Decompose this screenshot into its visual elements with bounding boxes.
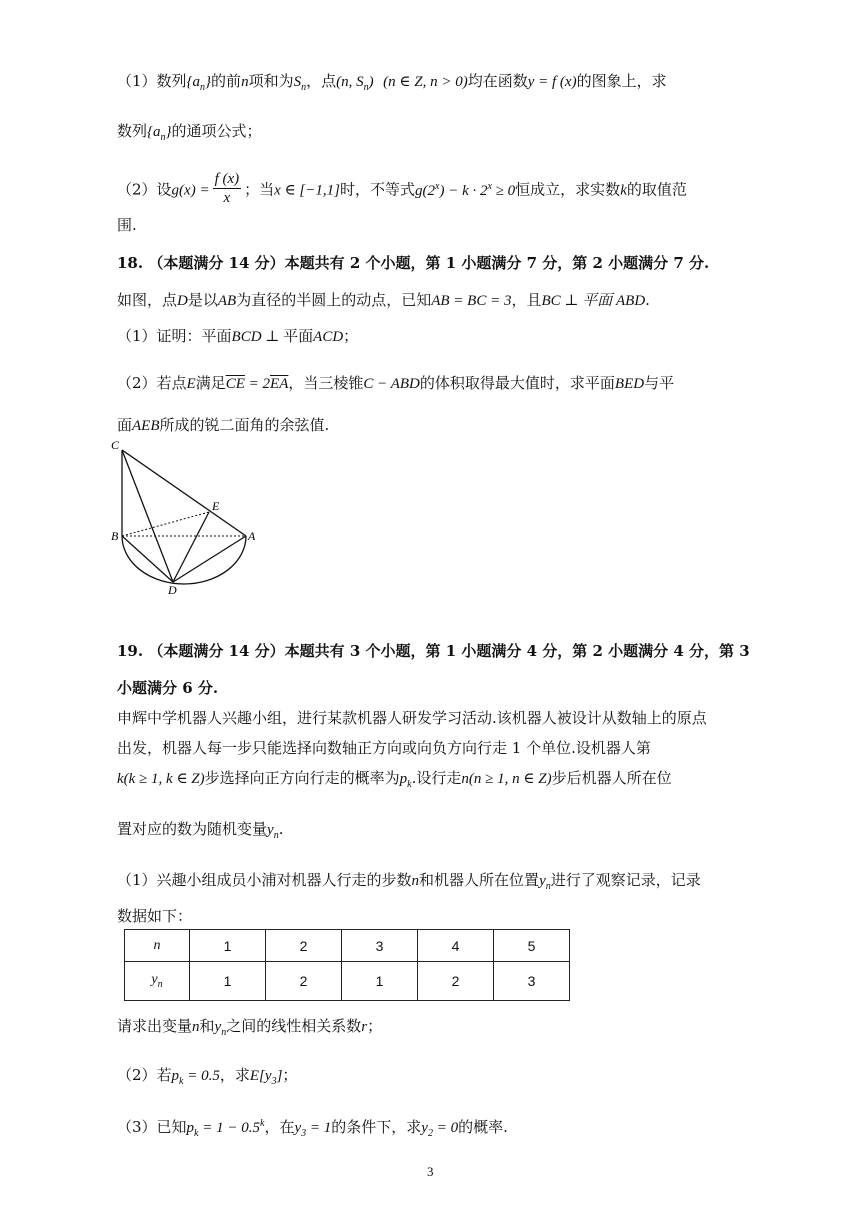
- text: 与平: [644, 374, 675, 392]
- edge-CD: [122, 450, 173, 582]
- q19-part2: [117, 1064, 297, 1087]
- math-cond: (n ∈ Z, n > 0): [383, 74, 468, 90]
- text: 满足: [195, 374, 226, 392]
- math-BED: BED: [614, 376, 645, 392]
- geometry-figure: [108, 436, 268, 598]
- table-cell: 1: [190, 930, 266, 962]
- text: 的体积取得最大值时，求平面: [419, 374, 615, 392]
- math-eq2: = 2: [244, 376, 271, 392]
- math-AEB: AEB: [132, 418, 160, 434]
- text: ；: [343, 327, 359, 345]
- page-number: 3: [427, 1164, 434, 1179]
- table-cell: 2: [266, 962, 342, 1001]
- label-B: B: [111, 529, 119, 543]
- math-ACD: ACD: [313, 329, 344, 345]
- math-point: (n, $S_n$): [336, 74, 374, 93]
- math-Ey3: $E[y_3]$: [249, 1068, 283, 1087]
- q19-intro-line3: [117, 767, 672, 790]
- table-row: [125, 962, 570, 1001]
- q18-part2-line2: [117, 414, 329, 435]
- frac-num: f (x): [214, 171, 240, 187]
- math-g: g(x) =: [171, 182, 210, 199]
- q19-part1-request: [117, 1015, 382, 1038]
- math-Sn: $S_n$: [293, 74, 307, 93]
- q17-part2-line2: 围.: [117, 216, 137, 234]
- text: 的概率.: [458, 1118, 508, 1136]
- text: 的图象上，求: [576, 72, 667, 90]
- text: ，点: [306, 72, 337, 90]
- edge-CA: [122, 450, 246, 536]
- math-D: D: [177, 293, 188, 309]
- text: 请求出变量: [117, 1017, 193, 1035]
- text: 和机器人所在位置: [419, 871, 540, 889]
- edge-BE-dashed: [122, 512, 209, 536]
- text: 的通项公式；: [171, 122, 262, 140]
- text: （1）数列: [117, 72, 187, 90]
- math-y3-eq: $y_3 = 1$: [294, 1120, 332, 1139]
- text: （2）若点: [117, 374, 187, 392]
- math-E: E: [186, 376, 196, 392]
- text: 如图，点: [117, 291, 178, 309]
- text: .设行走: [411, 769, 462, 787]
- text: 步选择向正方向行走的概率为: [204, 769, 400, 787]
- text: 为直径的半圆上的动点，已知: [236, 291, 432, 309]
- math-vec-EA: $\overline{EA}$: [270, 376, 289, 392]
- text: ；当: [244, 180, 275, 199]
- q19-intro-line4: [117, 818, 283, 841]
- table-head-yn: $y_n$: [125, 962, 190, 1001]
- math-eq1: AB = BC = 3: [431, 293, 512, 309]
- text: 之间的线性相关系数: [226, 1017, 362, 1035]
- table-cell: 4: [418, 930, 494, 962]
- q19-header-line2: 小题满分 6 分.: [117, 679, 219, 697]
- text: （2）若: [117, 1066, 172, 1084]
- text: 和: [199, 1017, 215, 1035]
- q18-part2-line1: [117, 372, 674, 393]
- math-perp: BC ⊥ 平面 ABD: [541, 293, 646, 309]
- math-BCD: BCD: [231, 329, 262, 345]
- text: （2）设: [117, 180, 172, 199]
- text: ，求: [219, 1066, 250, 1084]
- table-cell: 1: [190, 962, 266, 1001]
- text: （1）兴趣小组成员小浦对机器人行走的步数: [117, 871, 412, 889]
- text: 步后机器人所在位: [551, 769, 672, 787]
- q19-part1-line2: 数据如下：: [117, 907, 193, 925]
- q17-part2-line1: [117, 172, 687, 209]
- table-cell: 2: [266, 930, 342, 962]
- math-interval: x ∈ [−1,1]: [274, 182, 340, 199]
- text: ，当三棱锥: [288, 374, 364, 392]
- q19-header-line1: 19. （本题满分 14 分）本题共有 3 个小题，第 1 小题满分 4 分，第 2 小题满分 4 分，第 3: [117, 642, 750, 660]
- math-seq-a: $\{a_n\}$: [186, 74, 212, 93]
- edge-ED: [173, 512, 209, 582]
- text: 所成的锐二面角的余弦值.: [159, 416, 330, 434]
- q18-part1: [117, 325, 358, 346]
- q17-part1-line2: [117, 120, 262, 143]
- math-r: r: [361, 1019, 368, 1035]
- q19-intro-line2: 出发，机器人每一步只能选择向数轴正方向或向负方向行走 1 个单位.设机器人第: [117, 739, 651, 757]
- label-E: E: [212, 499, 220, 513]
- math-ineq: $g(2^x) - k \cdot 2^x \ge 0$: [415, 180, 516, 199]
- text: .: [278, 820, 284, 838]
- q19-intro-line1: 申辉中学机器人兴趣小组，进行某款机器人研发学习活动.该机器人被设计从数轴上的原点: [117, 709, 707, 727]
- text: .: [645, 291, 650, 309]
- text: 均在函数: [467, 72, 528, 90]
- math-k-cond: k(k ≥ 1, k ∈ Z): [117, 771, 205, 787]
- q17-part1-line1: [117, 70, 667, 93]
- math-vec-CE: $\overline{CE}$: [225, 376, 245, 392]
- math-yn: $y_n$: [214, 1019, 227, 1038]
- table-cell: 1: [342, 962, 418, 1001]
- math-k: k: [620, 182, 627, 199]
- q18-intro: [117, 289, 650, 310]
- text: 时，不等式: [339, 180, 415, 199]
- math-n-cond: n(n ≥ 1, n ∈ Z): [461, 771, 552, 787]
- math-pk: $p_k$: [399, 771, 412, 790]
- math-yn: $y_n$: [539, 873, 551, 892]
- table-cell: 3: [342, 930, 418, 962]
- text: 的条件下，求: [331, 1118, 422, 1136]
- q18-header: 18. （本题满分 14 分）本题共有 2 个小题，第 1 小题满分 7 分，第 2 小题满分 7 分.: [117, 254, 710, 272]
- math-y2-eq: $y_2 = 0$: [421, 1120, 459, 1139]
- frac-den: x: [223, 190, 231, 206]
- table-row: [125, 930, 570, 962]
- text: （1）证明：平面: [117, 327, 232, 345]
- text: ；: [367, 1017, 383, 1035]
- text: 面: [117, 416, 133, 434]
- math-n: n: [241, 74, 249, 90]
- text: 数列: [117, 122, 148, 140]
- math-seq-a: $\{a_n\}$: [147, 124, 172, 143]
- math-AB: AB: [217, 293, 237, 309]
- math-n: n: [411, 873, 420, 889]
- math-yn: $y_n$: [267, 822, 279, 841]
- label-A: A: [248, 529, 256, 543]
- text: 项和为: [248, 72, 294, 90]
- label-C: C: [111, 438, 120, 452]
- edge-AD: [173, 536, 246, 582]
- text: 进行了观察记录，记录: [550, 871, 701, 889]
- text: ，在: [264, 1118, 295, 1136]
- observation-table: [124, 929, 570, 1001]
- text: ，且: [511, 291, 542, 309]
- math-CABD: C − ABD: [363, 376, 420, 392]
- text: 的取值范: [626, 180, 687, 199]
- fraction: [213, 170, 242, 207]
- table-cell: 2: [418, 962, 494, 1001]
- math-perp-sym: ⊥: [261, 329, 284, 345]
- text: 置对应的数为随机变量: [117, 820, 268, 838]
- table-head-n: n: [125, 930, 190, 962]
- math-pk-eq: $p_k = 0.5$: [171, 1068, 220, 1087]
- math-pk-def: $p_k = 1 - 0.5^k$: [186, 1118, 265, 1139]
- q19-part1-line1: [117, 869, 701, 892]
- text: 是以: [187, 291, 218, 309]
- text: 恒成立，求实数: [515, 180, 621, 199]
- table-cell: 5: [494, 930, 570, 962]
- math-n: n: [192, 1019, 200, 1035]
- math-func: y = f (x): [527, 74, 577, 90]
- text: （3）已知: [117, 1118, 187, 1136]
- table-cell: 3: [494, 962, 570, 1001]
- text: 平面: [283, 327, 314, 345]
- label-D: D: [168, 583, 177, 597]
- text: 的前: [211, 72, 242, 90]
- text: ；: [282, 1066, 298, 1084]
- q19-part3: [117, 1116, 508, 1139]
